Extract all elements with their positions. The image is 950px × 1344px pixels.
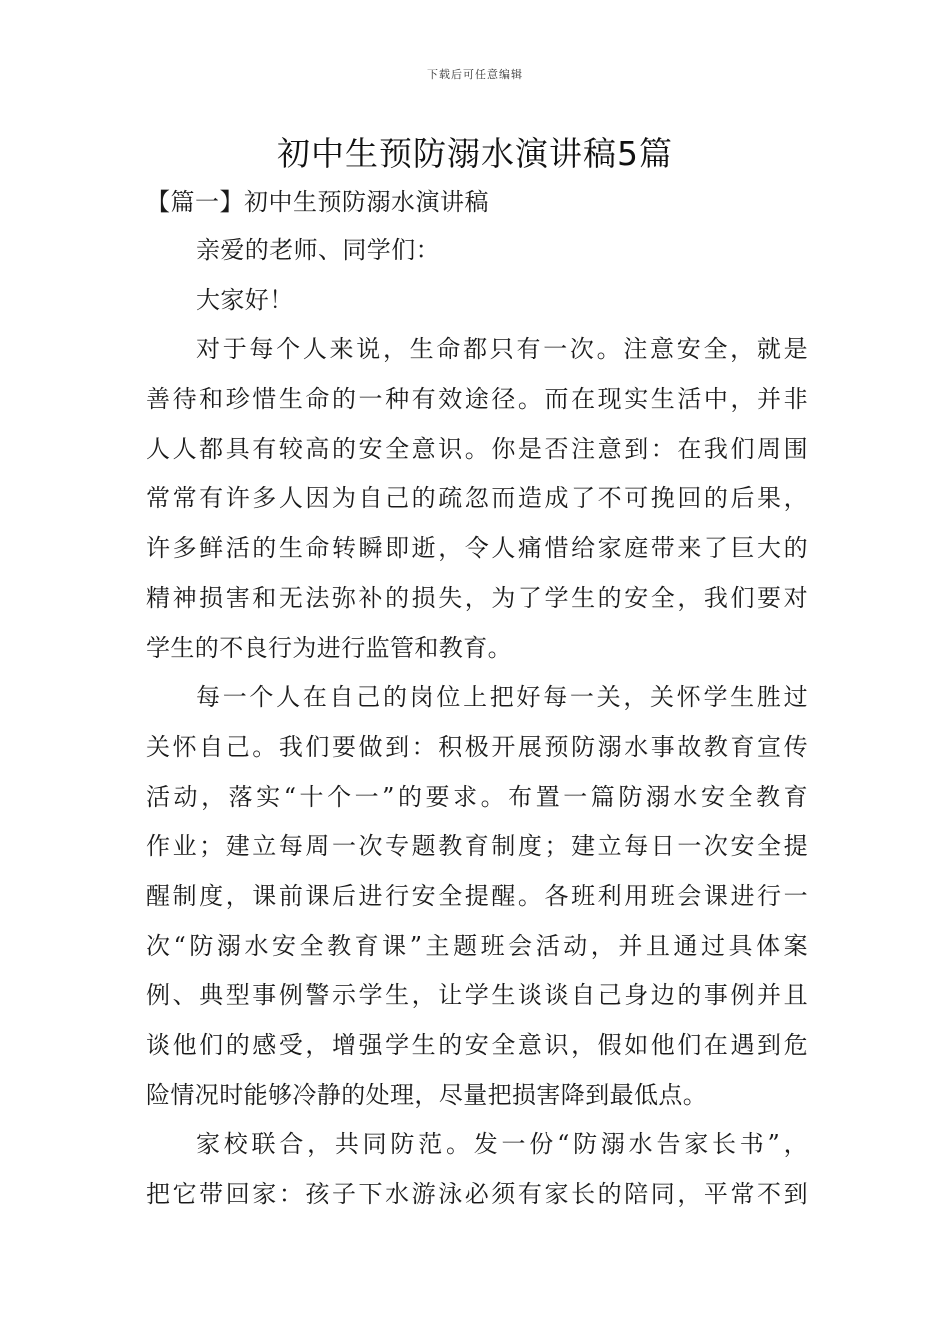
body-line: 醒制度，课前课后进行安全提醒。各班利用班会课进行一: [146, 881, 808, 910]
body-line: 把它带回家：孩子下水游泳必须有家长的陪同，平常不到: [146, 1180, 808, 1209]
body-line: 大家好！: [196, 285, 294, 314]
body-line: 对于每个人来说，生命都只有一次。注意安全，就是: [196, 335, 808, 364]
body-line: 次“防溺水安全教育课”主题班会活动，并且通过具体案: [146, 931, 808, 960]
header-note: 下载后可任意编辑: [427, 68, 523, 81]
document-title: 初中生预防溺水演讲稿5篇: [277, 134, 673, 173]
body-line: 每一个人在自己的岗位上把好每一关，关怀学生胜过: [196, 683, 808, 712]
body-line: 人人都具有较高的安全意识。你是否注意到：在我们周围: [146, 434, 808, 463]
body-line: 例、典型事例警示学生，让学生谈谈自己身边的事例并且: [146, 981, 808, 1010]
section-heading: 【篇一】初中生预防溺水演讲稿: [146, 188, 489, 216]
body-line: 家校联合，共同防范。发一份“防溺水告家长书”，: [196, 1130, 808, 1159]
body-line: 作业；建立每周一次专题教育制度；建立每日一次安全提: [146, 832, 808, 861]
body-line: 活动，落实“十个一”的要求。布置一篇防溺水安全教育: [146, 782, 808, 811]
body-line: 险情况时能够冷静的处理，尽量把损害降到最低点。: [146, 1080, 708, 1109]
body-line: 学生的不良行为进行监管和教育。: [146, 633, 512, 662]
body-line: 常常有许多人因为自己的疏忽而造成了不可挽回的后果，: [146, 484, 808, 513]
body-line: 善待和珍惜生命的一种有效途径。而在现实生活中，并非: [146, 385, 808, 414]
body-text: [146, 226, 808, 1220]
body-line: 谈他们的感受，增强学生的安全意识，假如他们在遇到危: [146, 1031, 808, 1059]
body-line: 精神损害和无法弥补的损失，为了学生的安全，我们要对: [146, 583, 808, 612]
body-line: 关怀自己。我们要做到：积极开展预防溺水事故教育宣传: [146, 732, 808, 761]
body-line: 亲爱的老师、同学们：: [196, 236, 440, 264]
body-line: 许多鲜活的生命转瞬即逝，令人痛惜给家庭带来了巨大的: [146, 534, 808, 563]
